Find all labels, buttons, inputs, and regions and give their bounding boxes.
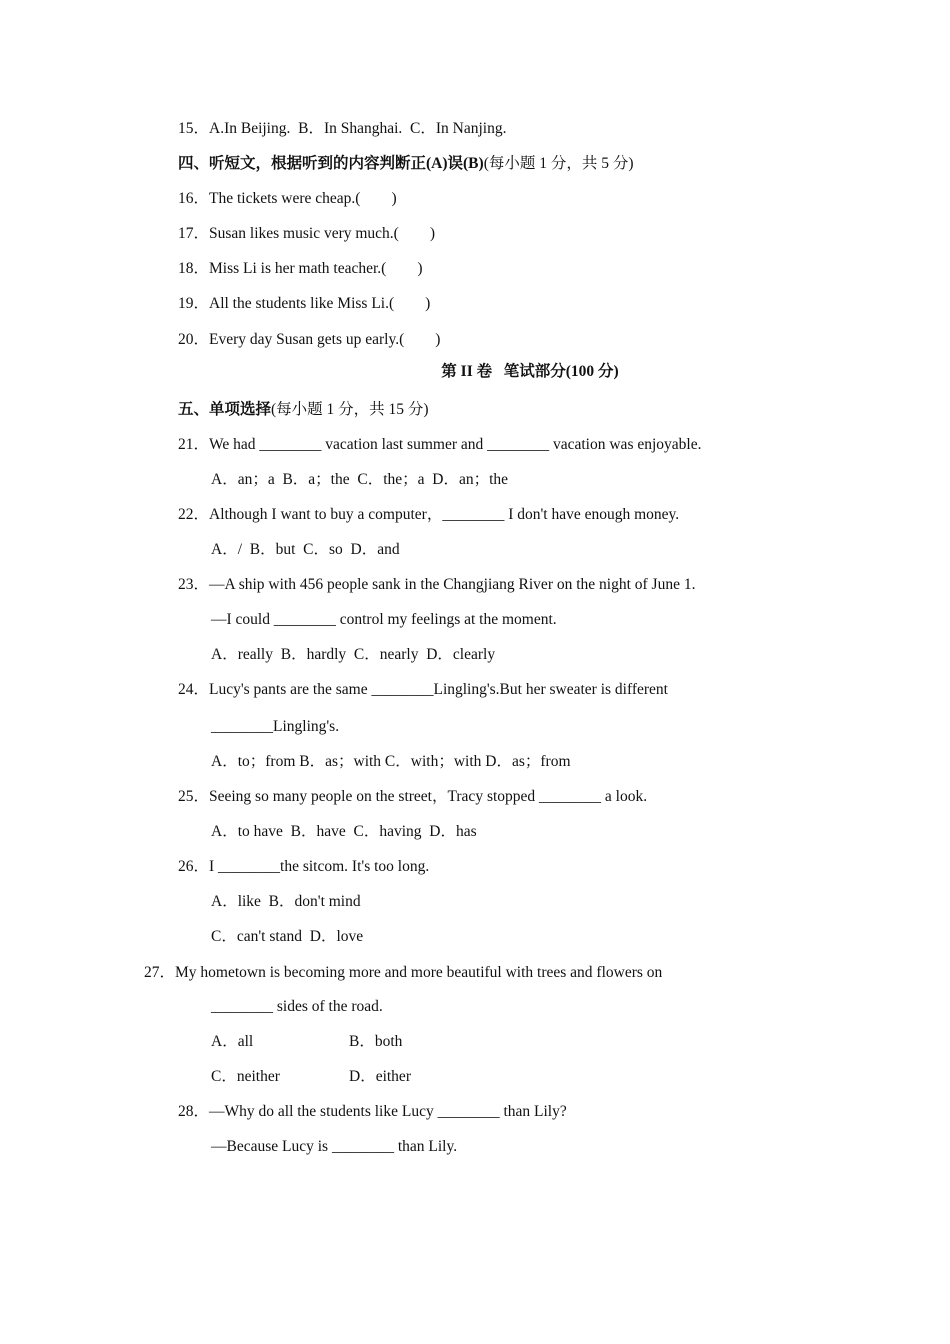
part-2-title: 第 II 卷 笔试部分(100 分) bbox=[441, 363, 619, 380]
section-4-note: (每小题 1 分，共 5 分) bbox=[483, 155, 634, 172]
question-17: 17．Susan likes music very much.( ) bbox=[178, 225, 436, 242]
question-21: 21．We had ________ vacation last summer and ________ vacation was enjoyable. bbox=[178, 436, 702, 453]
question-23-options: A．really B．hardly C．nearly D．clearly bbox=[211, 646, 496, 663]
question-21-options: A．an；a B．a；the C．the；a D．an；the bbox=[211, 471, 509, 488]
question-25-options: A．to have B．have C．having D．has bbox=[211, 823, 477, 840]
section-4-title: 四、听短文，根据听到的内容判断正(A)误(B) bbox=[178, 155, 484, 172]
question-26-options-row1: A．like B．don't mind bbox=[211, 893, 361, 910]
question-15: 15．A.In Beijing. B．In Shanghai. C．In Nanjing. bbox=[178, 120, 507, 137]
question-18: 18．Miss Li is her math teacher.( ) bbox=[178, 260, 423, 277]
question-26-options-row2: C．can't stand D．love bbox=[211, 928, 364, 945]
question-28: 28．—Why do all the students like Lucy ________ than Lily? bbox=[178, 1103, 567, 1120]
question-22: 22．Although I want to buy a computer，________ I don't have enough money. bbox=[178, 506, 680, 523]
question-23-reply: —I could ________ control my feelings at the moment. bbox=[211, 611, 557, 628]
question-19: 19．All the students like Miss Li.( ) bbox=[178, 295, 431, 312]
question-23: 23．—A ship with 456 people sank in the Changjiang River on the night of June 1. bbox=[178, 576, 696, 593]
question-24-continued: ________Lingling's. bbox=[211, 718, 340, 735]
question-25: 25．Seeing so many people on the street，Tracy stopped ________ a look. bbox=[178, 788, 648, 805]
section-5-title: 五、单项选择 bbox=[178, 401, 272, 418]
question-20: 20．Every day Susan gets up early.( ) bbox=[178, 331, 441, 348]
question-27-option-d: D．either bbox=[349, 1068, 411, 1085]
question-28-reply: —Because Lucy is ________ than Lily. bbox=[211, 1138, 458, 1155]
question-27-option-a: A．all bbox=[211, 1033, 254, 1050]
question-24: 24．Lucy's pants are the same ________Lingling's.But her sweater is different bbox=[178, 681, 668, 698]
question-27-option-c: C．neither bbox=[211, 1068, 280, 1085]
section-5-note: (每小题 1 分，共 15 分) bbox=[271, 401, 429, 418]
question-27-option-b: B．both bbox=[349, 1033, 403, 1050]
section-4-heading bbox=[178, 154, 634, 174]
section-5-heading bbox=[178, 400, 429, 420]
question-26: 26．I ________the sitcom. It's too long. bbox=[178, 858, 430, 875]
question-24-options: A．to；from B．as；with C．with；with D．as；from bbox=[211, 753, 571, 770]
question-22-options: A．/ B．but C．so D．and bbox=[211, 541, 400, 558]
question-27-continued: ________ sides of the road. bbox=[211, 998, 383, 1015]
question-27: 27．My hometown is becoming more and more beautiful with trees and flowers on bbox=[144, 964, 663, 981]
question-16: 16．The tickets were cheap.( ) bbox=[178, 190, 397, 207]
